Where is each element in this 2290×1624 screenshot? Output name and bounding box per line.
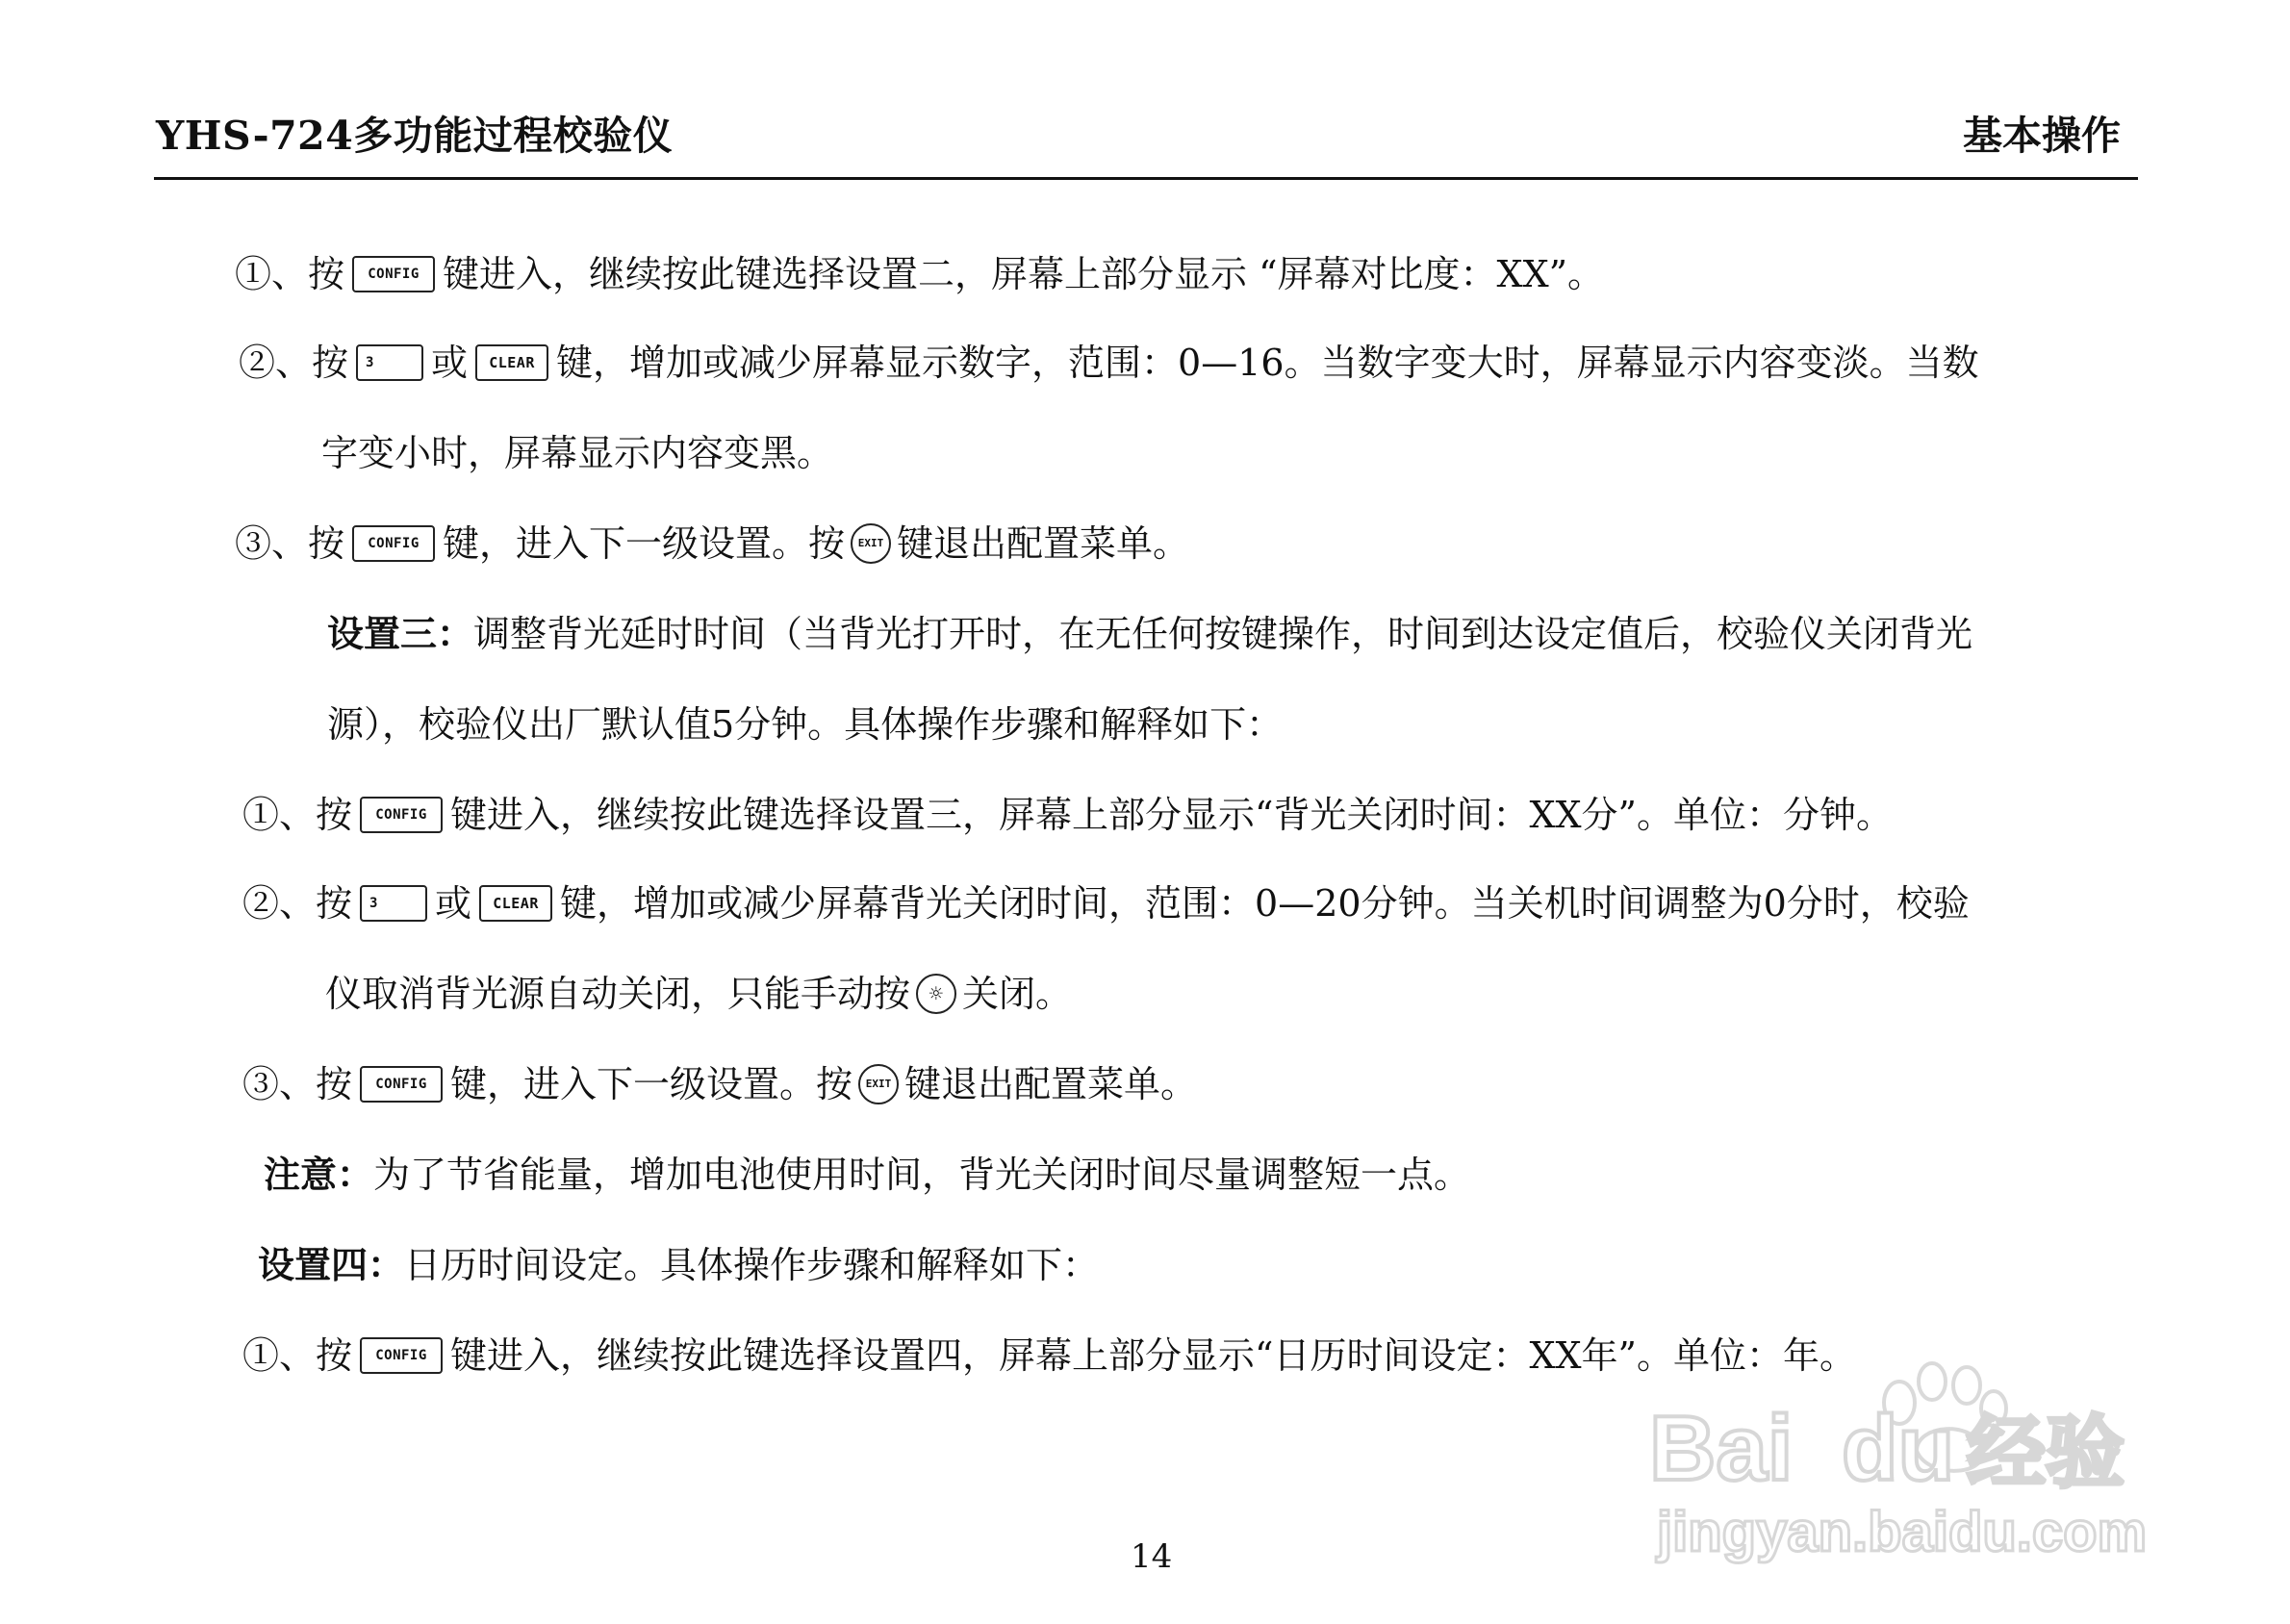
step-text: 或 — [431, 342, 469, 384]
watermark-brand: Bai — [1649, 1397, 1794, 1500]
exit-key-icon: EXIT — [858, 1064, 899, 1104]
step-line — [235, 250, 1604, 298]
step-text: ②、按 — [242, 882, 353, 925]
step-text: ①、按 — [235, 253, 345, 295]
step-text: 键进入，继续按此键选择设置三，屏幕上部分显示“背光关闭时间：XX分”。单位：分钟。 — [450, 794, 1893, 836]
config-key-icon: CONFIG — [360, 1337, 443, 1374]
watermark-url: jingyan.baidu.com — [1657, 1501, 2148, 1563]
watermark-brand-end: du — [1842, 1397, 1955, 1500]
step-text: 键退出配置菜单。 — [897, 522, 1190, 565]
header-divider — [154, 177, 2138, 180]
step-line — [242, 1060, 1197, 1108]
document-title: YHS-724多功能过程校验仪 — [156, 113, 674, 159]
watermark-brand-cn: 经验 — [1967, 1408, 2125, 1499]
clear-key-icon: CLEAR — [475, 344, 548, 381]
step-line — [327, 700, 1283, 749]
step-text: ①、按 — [242, 794, 353, 836]
three-key-icon: 3 — [360, 885, 427, 922]
config-key-icon: CONFIG — [352, 256, 435, 292]
step-text: 或 — [435, 882, 472, 925]
note-text: 为了节省能量，增加电池使用时间，背光关闭时间尽量调整短一点。 — [373, 1154, 1471, 1196]
step-line — [242, 1332, 1856, 1380]
step-text: 键退出配置菜单。 — [904, 1063, 1198, 1105]
step-text: 关闭。 — [962, 973, 1073, 1015]
step-text: ②、按 — [239, 342, 349, 384]
note-label: 注意： — [264, 1153, 374, 1196]
step-text: 日历时间设定。具体操作步骤和解释如下： — [404, 1244, 1100, 1286]
baidu-jingyan-watermark — [1628, 1335, 2167, 1566]
config-key-icon: CONFIG — [360, 797, 443, 833]
step-line — [239, 339, 1979, 387]
step-text: 键，进入下一级设置。按 — [443, 522, 846, 565]
step-text: 键进入，继续按此键选择设置四，屏幕上部分显示“日历时间设定：XX年”。单位：年。 — [450, 1334, 1856, 1377]
step-line — [242, 791, 1893, 839]
step-text: 源），校验仪出厂默认值5分钟。具体操作步骤和解释如下： — [327, 703, 1284, 746]
clear-key-icon: CLEAR — [479, 885, 552, 922]
step-text: ③、按 — [235, 522, 345, 565]
config-key-icon: CONFIG — [352, 525, 435, 562]
config-key-icon: CONFIG — [360, 1066, 443, 1103]
step-text: 字变小时，屏幕显示内容变黑。 — [321, 432, 834, 474]
three-key-icon: 3 — [356, 344, 423, 381]
setting-heading-line — [327, 610, 1972, 658]
step-line — [325, 970, 1072, 1018]
step-line — [321, 429, 833, 477]
step-text: 仪取消背光源自动关闭，只能手动按 — [325, 973, 911, 1015]
setting-heading-line — [258, 1241, 1099, 1289]
step-text: 键进入，继续按此键选择设置二，屏幕上部分显示 “屏幕对比度：XX”。 — [443, 253, 1605, 295]
step-text: 键，增加或减少屏幕显示数字，范围：0—16。当数字变大时，屏幕显示内容变淡。当数 — [556, 342, 1979, 384]
setting-label: 设置四： — [258, 1243, 405, 1286]
section-title: 基本操作 — [1963, 113, 2121, 159]
note-line — [264, 1151, 1470, 1199]
step-text: ①、按 — [242, 1334, 353, 1377]
step-text: 键，增加或减少屏幕背光关闭时间，范围：0—20分钟。当关机时间调整为0分时，校验 — [560, 882, 1970, 925]
exit-key-icon: EXIT — [851, 523, 891, 564]
step-text: 调整背光延时时间（当背光打开时，在无任何按键操作，时间到达设定值后，校验仪关闭背光 — [473, 613, 1973, 655]
step-line — [242, 879, 1970, 927]
step-text: 键，进入下一级设置。按 — [450, 1063, 853, 1105]
step-line — [235, 520, 1189, 568]
backlight-key-icon: ☼ — [916, 974, 956, 1014]
step-text: ③、按 — [242, 1063, 353, 1105]
page-number: 14 — [1131, 1537, 1173, 1576]
setting-label: 设置三： — [327, 612, 474, 655]
